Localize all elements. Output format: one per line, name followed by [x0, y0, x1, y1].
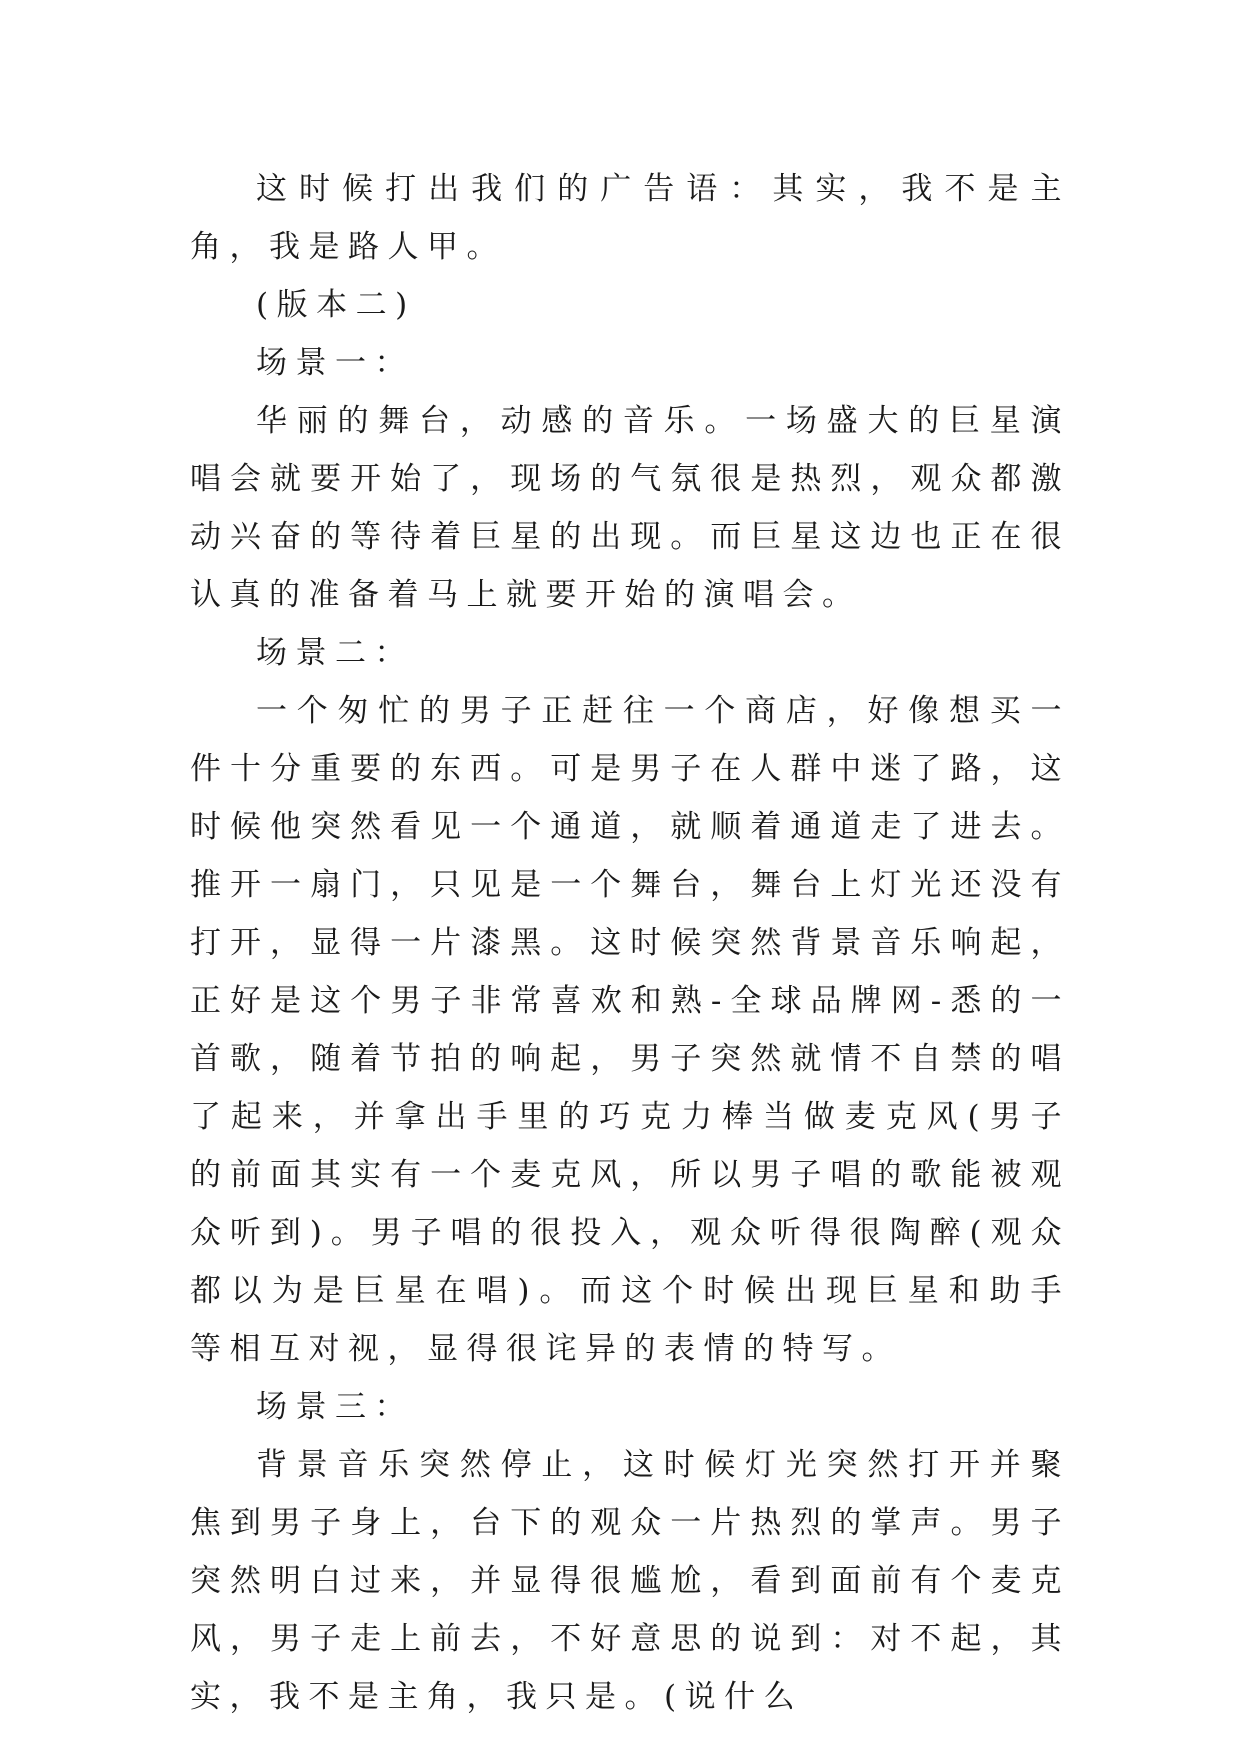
paragraph-scene-three-heading: 场景三：: [256, 1389, 414, 1425]
paragraph-scene-one-body: 华丽的舞台，动感的音乐。一场盛大的巨星演唱会就要开始了，现场的气氛很是热烈，观众都激动兴奋的等待着巨星的出现。而巨星这边也正在很认真的准备着马上就要开始的演唱会。: [190, 403, 1070, 613]
paragraph-version-heading: (版本二): [256, 287, 416, 323]
paragraph-scene-three-body: 背景音乐突然停止，这时候灯光突然打开并聚焦到男子身上，台下的观众一片热烈的掌声。男子突然明白过来，并显得很尴尬，看到面前有个麦克风，男子走上前去，不好意思的说到：对不起，其实，我不是主角，我只是。(说什么: [190, 1447, 1070, 1715]
paragraph-scene-two-heading: 场景二：: [256, 635, 414, 671]
paragraph-slogan: 这时候打出我们的广告语：其实，我不是主角，我是路人甲。: [190, 171, 1070, 265]
document-body: [190, 160, 1070, 1726]
paragraph-scene-one-heading: 场景一：: [256, 345, 414, 381]
paragraph-scene-two-body: 一个匆忙的男子正赶往一个商店，好像想买一件十分重要的东西。可是男子在人群中迷了路，这时候他突然看见一个通道，就顺着通道走了进去。推开一扇门，只见是一个舞台，舞台上灯光还没有打开，显得一片漆黑。这时候突然背景音乐响起，正好是这个男子非常喜欢和熟-全球品牌网-悉的一首歌，随着节拍的响起，男子突然就情不自禁的唱了起来，并拿出手里的巧克力棒当做麦克风(男子的前面其实有一个麦克风，所以男子唱的歌能被观众听到)。男子唱的很投入，观众听得很陶醉(观众都以为是巨星在唱)。而这个时候出现巨星和助手等相互对视，显得很诧异的表情的特写。: [190, 693, 1070, 1367]
